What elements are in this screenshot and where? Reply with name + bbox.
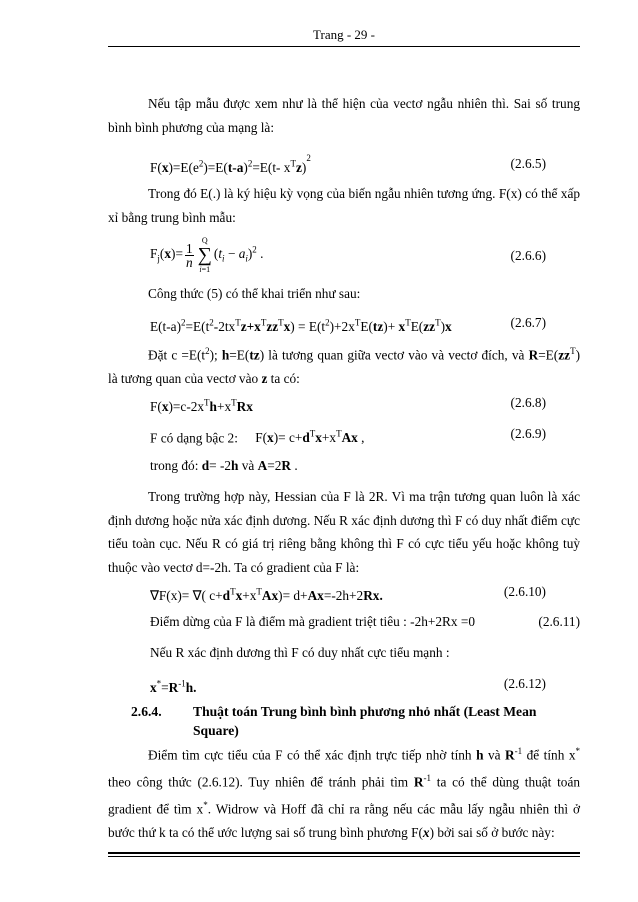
equation-body: Điểm dừng của F là điểm mà gradient triệt tiêu : -2h+2Rx =0 [150, 614, 476, 629]
paragraph-lms: Điểm tìm cực tiểu của F có thể xác định trực tiếp nhờ tính h và $R^{-1}$ để tính x* theo công thức (2.6.12). Tuy nhiên để tránh phải tìm $R^{-1}$ ta có thể dùng thuật toán gradient để tìm x*. Widrow và Hoff đã chỉ ra rằng nếu các mẫu lấy ngẫu nhiên thì ở bước thứ k ta có thể ước lượng sai số trung bình phương F(x) bởi sai số ở bước này: [108, 746, 581, 840]
equation-where [150, 456, 580, 476]
equation-number: (2.6.10) [503, 584, 546, 599]
paragraph-expectation: Trong đó E(.) là ký hiệu kỳ vọng của biến ngẫu nhiên tương ứng. F(x) có thể xấp xỉ bằng trung bình mẫu: [108, 186, 580, 225]
equation-number: (2.6.7) [510, 315, 546, 330]
paragraph-define: Đặt $c =E(t^2)$; h=E(tz) là tương quan giữa vectơ vào và vectơ đích, và $R=E(zz^T)$ là tương quan của vectơ vào z ta có: [108, 346, 580, 386]
equation-body: $F(x)=c-2x^Th+x^TRx$ [150, 398, 253, 415]
paragraph-text: Nếu R xác định dương thì F có duy nhất cực tiểu mạnh : [150, 645, 450, 660]
footer-rule-thick [108, 852, 580, 854]
equation-2-6-9 [150, 424, 580, 448]
equation-2-6-5 [150, 154, 580, 178]
equation-2-6-10 [150, 582, 580, 606]
paragraph-hessian: Trong trường hợp này, Hessian của F là 2R. Vì ma trận tương quan luôn là xác định dương hoặc nửa xác định dương. Nếu R xác định dương thì F có duy nhất điểm cực tiểu toàn cục. Nếu R có giá trị riêng bằng không thì F có cực tiểu yếu hoặc không tuỳ thuộc vào vectơ d=-2h. Ta có gradient của F là: [108, 489, 580, 575]
equation-body: $F(x)= c+d^Tx+x^TAx$ , [255, 429, 365, 446]
equation-body: $E(t-a)^2=E(t^2-2tx^Tz+x^Tzz^Tx) = E(t^2)+2x^TE(tz)+ x^TE(zz^T)x$ [150, 318, 452, 335]
equation-2-6-6 [150, 236, 580, 274]
equation-2-6-12 [150, 674, 580, 698]
equation-number: (2.6.6) [510, 248, 546, 263]
equation-number: (2.6.11) [538, 614, 580, 629]
equation-2-6-7 [150, 313, 580, 337]
section-title-line-1 [131, 702, 580, 721]
equation-body: $F(x)=E(e^2)=E(t-a)^2=E(t-$ $x^Tz)^2$ [150, 153, 311, 176]
where-label: trong đó: [150, 458, 199, 473]
equation-prefix: F có dạng bậc 2: [150, 430, 238, 446]
section-heading [131, 702, 580, 740]
paragraph-strong-min [150, 643, 580, 663]
header-rule [108, 46, 580, 47]
page-header: Trang - 29 - [313, 27, 375, 42]
section-title: Thuật toán Trung bình bình phương nhỏ nhất (Least Mean [193, 704, 537, 719]
paragraph-intro: Nếu tập mẫu được xem như là thể hiện của vectơ ngẫu nhiên thì. Sai số trung bình bình phương của mạng là: [108, 96, 580, 135]
section-number: 2.6.4. [131, 704, 162, 719]
equation-body: d= -2h và A=2R . [201, 458, 298, 473]
equation-number: (2.6.12) [503, 676, 546, 691]
equation-body: $x^*=R^{-1}h$. [150, 679, 197, 696]
equation-body: ∇F(x)= ∇( $c+d^Tx+x^TAx)= d+Ax=-2h+2Rx$. [150, 587, 383, 604]
equation-2-6-11 [150, 612, 580, 632]
equation-body: $F_j(x)=$ $\frac{1}{n}$ Q ∑ $i=1(t_i - a_i)^2$ . [150, 236, 264, 274]
equation-2-6-8 [150, 393, 580, 417]
equation-number: (2.6.5) [510, 156, 546, 171]
paragraph-expand: Công thức (5) có thể khai triển như sau: [148, 286, 361, 301]
equation-number: (2.6.8) [510, 395, 546, 410]
equation-number: (2.6.9) [510, 426, 546, 441]
section-title-line-2: Square) [193, 723, 239, 738]
footer-rule-thin [108, 856, 580, 857]
